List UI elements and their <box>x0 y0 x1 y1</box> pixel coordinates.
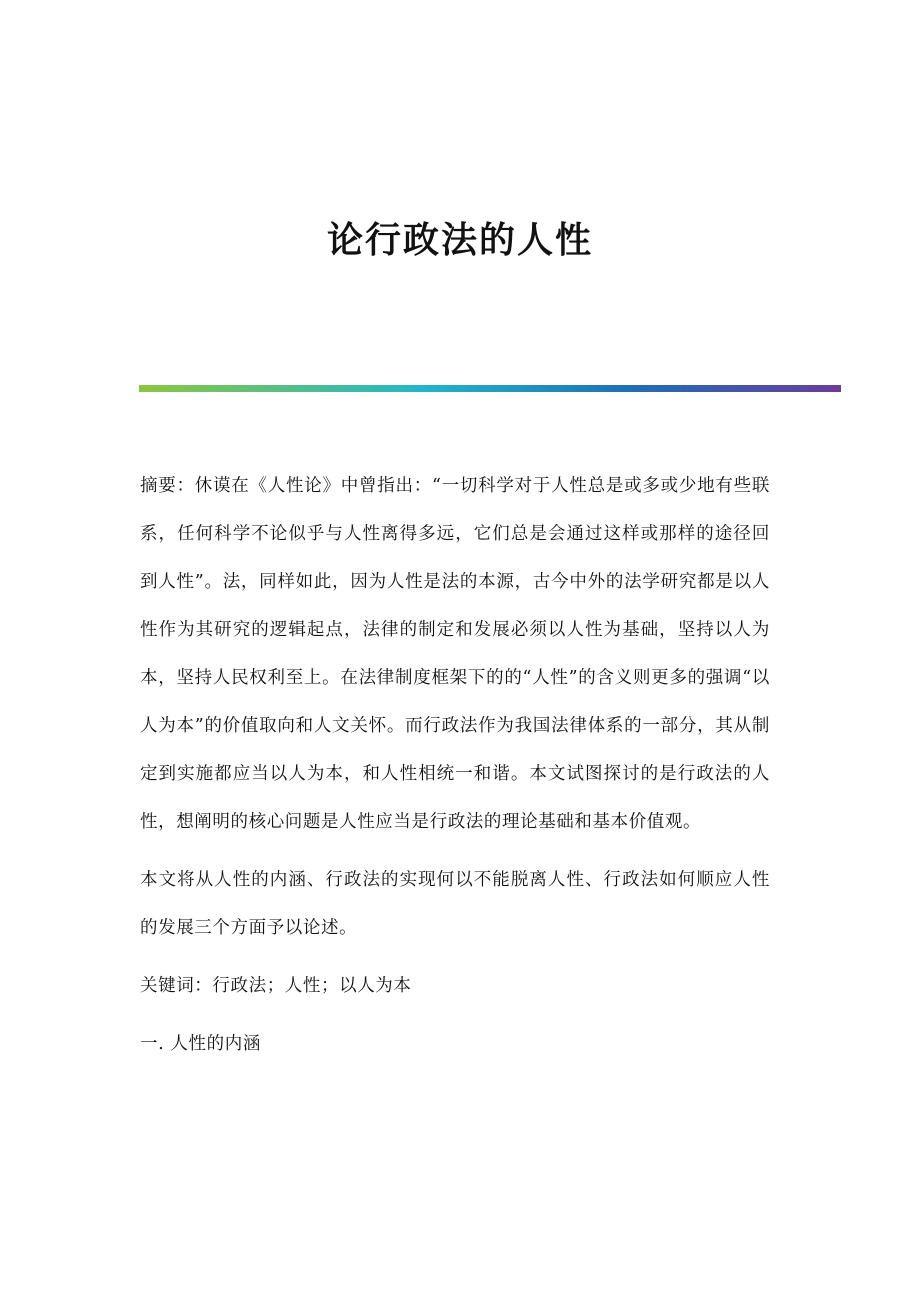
section-heading: 一. 人性的内涵 <box>140 1034 261 1054</box>
intro-paragraph: 本文将从人性的内涵、行政法的实现何以不能脱离人性、行政法如何顺应人性的发展三个方面予以论述。 <box>140 870 770 938</box>
keywords-line: 关键词：行政法；人性；以人为本 <box>140 976 412 996</box>
document-title: 论行政法的人性 <box>326 219 593 261</box>
abstract-paragraph: 摘要：休谟在《人性论》中曾指出：“一切科学对于人性总是或多或少地有些联系，任何科学不论似乎与人性离得多远，它们总是会通过这样或那样的途径回到人性”。法，同样如此，因为人性是法的本源，古今中外的法学研究都是以人性作为其研究的逻辑起点，法律的制定和发展必须以人性为基础，坚持以人为本，坚持人民权利至上。在法律制度框架下的的“人性”的含义则更多的强调“以人为本”的价值取向和人文关怀。而行政法作为我国法律体系的一部分，其从制定到实施都应当以人为本，和人性相统一和谐。本文试图探讨的是行政法的人性，想阐明的核心问题是人性应当是行政法的理论基础和基本价值观。 <box>140 476 770 832</box>
document-body <box>140 462 770 1068</box>
gradient-divider <box>139 385 841 392</box>
